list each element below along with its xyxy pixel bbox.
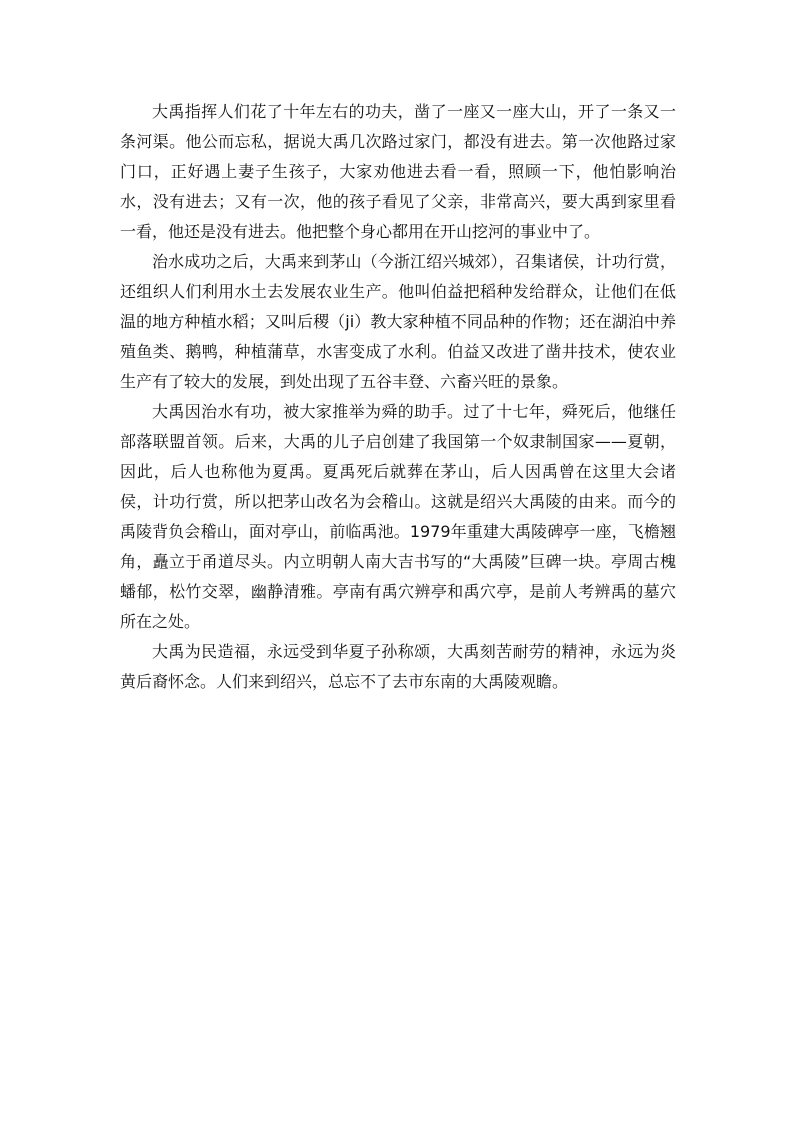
- paragraph-1: 大禹指挥人们花了十年左右的功夫，凿了一座又一座大山，开了一条又一条河渠。他公而忘私，据说大禹几次路过家门，都没有进去。第一次他路过家门口，正好遇上妻子生孩子，大家劝他进去看一看，照顾一下，他怕影响治水，没有进去；又有一次，他的孩子看见了父亲，非常高兴，要大禹到家里看一看，他还是没有进去。他把整个身心都用在开山挖河的事业中了。: [120, 102, 676, 241]
- paragraph-4: 大禹为民造福，永远受到华夏子孙称颂，大禹刻苦耐劳的精神，永远为炎黄后裔怀念。人们来到绍兴，总忘不了去市东南的大禹陵观瞻。: [120, 642, 676, 691]
- paragraph-3: 大禹因治水有功，被大家推举为舜的助手。过了十七年，舜死后，他继任部落联盟首领。后来，大禹的儿子启创建了我国第一个奴隶制国家——夏朝，因此，后人也称他为夏禹。夏禹死后就葬在茅山，后人因禹曾在这里大会诸侯，计功行赏，所以把茅山改名为会稽山。这就是绍兴大禹陵的由来。而今的禹陵背负会稽山，面对亭山，前临禹池。1979年重建大禹陵碑亭一座，飞檐翘角，矗立于甬道尽头。内立明朝人南大吉书写的“大禹陵”巨碑一块。亭周古槐蟠郁，松竹交翠，幽静清雅。亭南有禹穴辨亭和禹穴亭，是前人考辨禹的墓穴所在之处。: [120, 402, 676, 631]
- paragraph-2: 治水成功之后，大禹来到茅山（今浙江绍兴城郊），召集诸侯，计功行赏，还组织人们利用水土去发展农业生产。他叫伯益把稻种发给群众，让他们在低温的地方种植水稻；又叫后稷（ji）教大家种植不同品种的作物；还在湖泊中养殖鱼类、鹅鸭，种植蒲草，水害变成了水利。伯益又改进了凿井技术，使农业生产有了较大的发展，到处出现了五谷丰登、六畜兴旺的景象。: [120, 252, 676, 391]
- article-body: [120, 97, 676, 697]
